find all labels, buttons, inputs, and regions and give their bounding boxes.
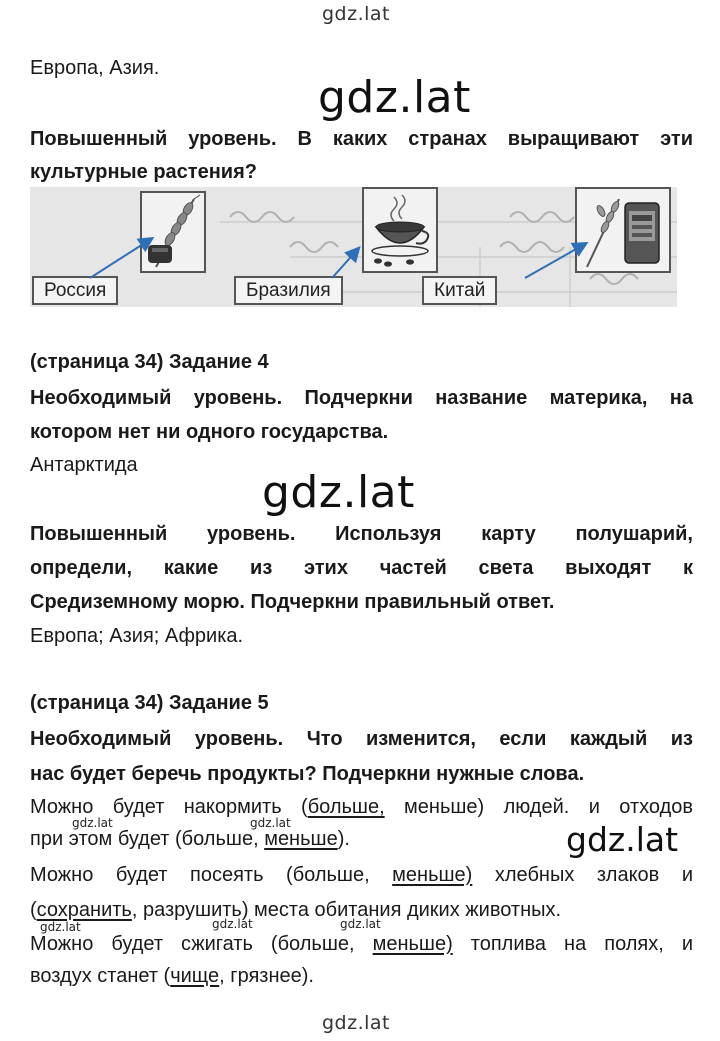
answer-text: Антарктида <box>30 454 138 476</box>
arrow <box>525 244 585 278</box>
question-line: котором нет ни одного государства. <box>30 421 389 443</box>
answer-segment: Можно будет накормить ( <box>30 796 308 818</box>
answer-segment: , грязнее). <box>219 965 314 987</box>
answer-segment: Можно будет посеять (больше, <box>30 864 393 886</box>
arrow <box>90 239 151 278</box>
task-heading: (страница 34) Задание 4 <box>30 351 269 373</box>
arrows <box>30 187 677 307</box>
answer-segment: воздух станет ( <box>30 965 171 987</box>
answer-text: Европа, Азия. <box>30 57 160 79</box>
question-line: Средиземному морю. Подчеркни правильный ответ. <box>30 591 555 613</box>
answer-segment: , разрушить) места обитания диких животных. <box>131 899 562 921</box>
answer-line <box>30 894 561 926</box>
underlined-answer: меньше) <box>372 933 453 955</box>
answer-text: Европа; Азия; Африка. <box>30 625 244 647</box>
watermark-top: gdz.lat <box>322 3 391 25</box>
answer-line <box>30 960 314 992</box>
question-line: Необходимый уровень. Подчеркни название материка, на <box>30 387 693 409</box>
answer-segment: хлебных злаков и <box>472 864 693 886</box>
answer-line <box>30 791 693 823</box>
answer-line <box>30 859 693 891</box>
question-line: Необходимый уровень. Что изменится, если каждый из <box>30 728 693 750</box>
task-heading: (страница 34) Задание 5 <box>30 692 269 714</box>
watermark-large: gdz.lat <box>318 72 471 123</box>
arrow <box>332 249 358 278</box>
question-line: нас будет беречь продукты? Подчеркни нужные слова. <box>30 763 585 785</box>
underlined-answer: меньше <box>264 828 338 850</box>
answer-segment: меньше) людей. и отходов <box>384 796 693 818</box>
watermark-tiny: gdz.lat <box>250 816 291 830</box>
answer-line <box>30 928 693 960</box>
watermark-tiny: gdz.lat <box>72 816 113 830</box>
answer-segment: ( <box>30 899 37 921</box>
underlined-answer: больше, <box>307 796 385 818</box>
watermark-medium: gdz.lat <box>566 820 679 859</box>
crops-matching-figure <box>30 187 677 307</box>
question-line: культурные растения? <box>30 161 257 183</box>
watermark-bottom: gdz.lat <box>322 1012 391 1034</box>
country-label: Россия <box>32 276 118 305</box>
answer-segment: ). <box>337 828 350 850</box>
underlined-answer: меньше) <box>392 864 473 886</box>
underlined-answer: сохранить <box>36 899 132 921</box>
watermark-tiny: gdz.lat <box>340 917 381 931</box>
answer-segment: при этом будет (больше, <box>30 828 265 850</box>
watermark-tiny: gdz.lat <box>212 917 253 931</box>
question-line: Повышенный уровень. В каких странах выращивают эти <box>30 128 693 150</box>
watermark-tiny: gdz.lat <box>40 920 81 934</box>
answer-segment: Можно будет сжигать (больше, <box>30 933 373 955</box>
country-label: Бразилия <box>234 276 343 305</box>
underlined-answer: чище <box>170 965 220 987</box>
question-line: Повышенный уровень. Используя карту полушарий, <box>30 523 693 545</box>
answer-segment: топлива на полях, и <box>452 933 693 955</box>
watermark-large: gdz.lat <box>262 467 415 518</box>
question-line: определи, какие из этих частей света выходят к <box>30 557 693 579</box>
country-label: Китай <box>422 276 497 305</box>
